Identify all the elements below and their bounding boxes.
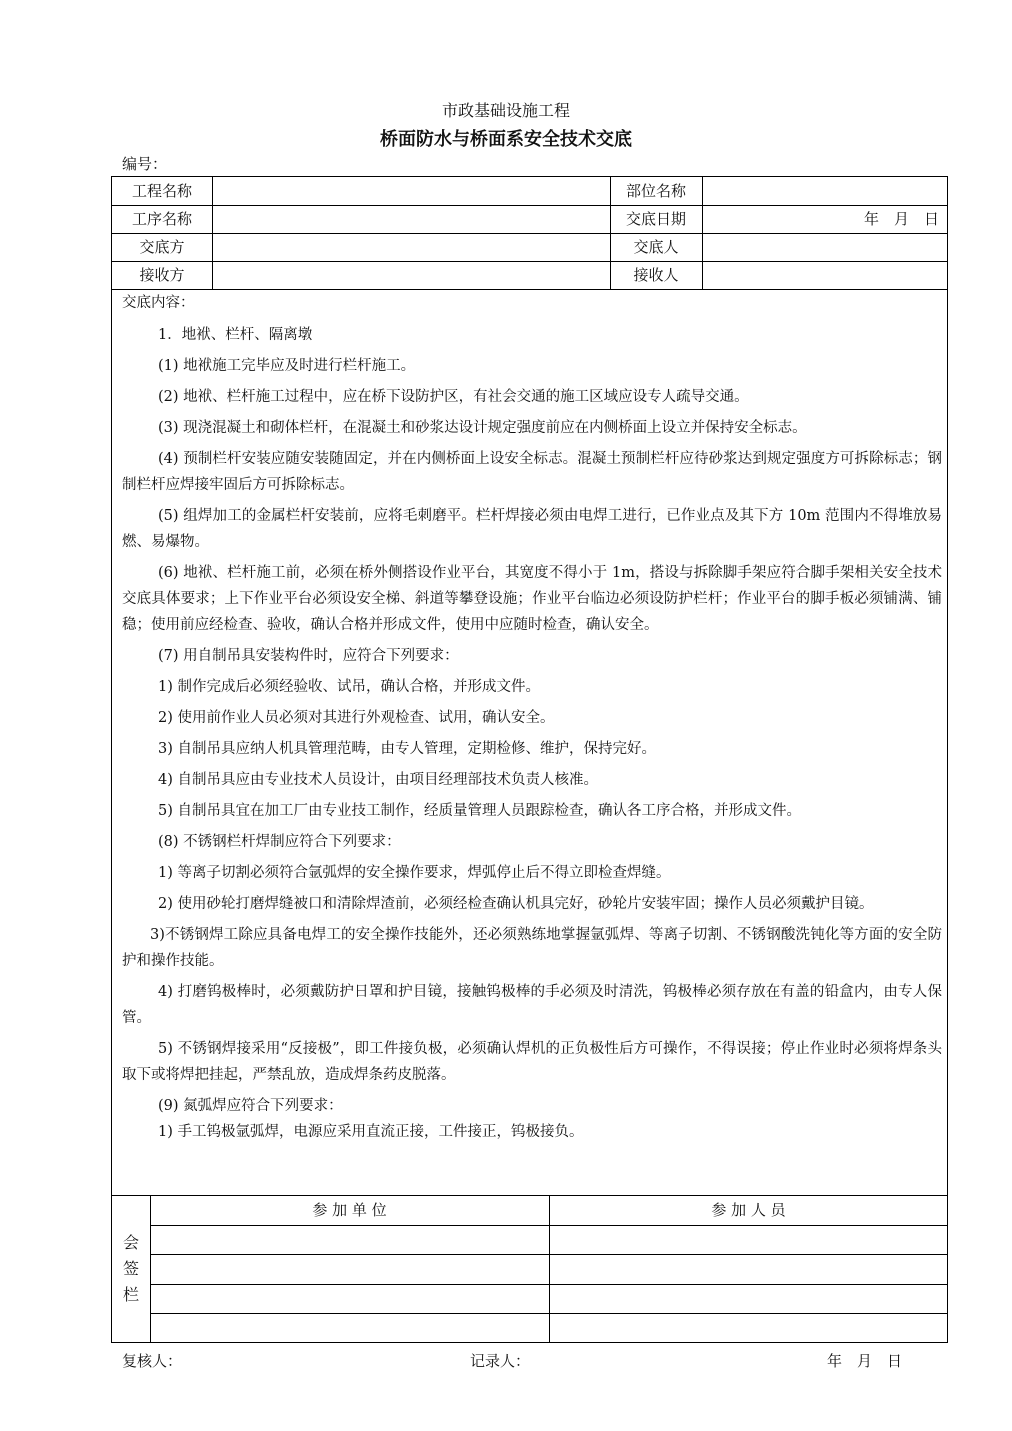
location-label: 部位名称 — [625, 182, 686, 200]
reviewer-label: 复核人： — [122, 1352, 183, 1370]
receiver-person-field[interactable] — [703, 261, 947, 289]
receiver-person-label: 接收人 — [633, 266, 679, 284]
content-paragraph: 2) 使用砂轮打磨焊缝被口和清除焊渣前，必须经检查确认机具完好，砂轮片安装牢固；操作人员必须戴护目镜。 — [158, 896, 874, 912]
content-paragraph: (6) 地袱、栏杆施工前，必须在桥外侧搭设作业平台，其宽度不得小于 1m，搭设与拆除脚手架应符合脚手架相关安全技术交底具体要求；上下作业平台必须设安全梯、斜道等攀登设施；作业平台临边必须设防护栏杆；作业平台的脚手板必须铺满、铺稳；使用前应经检查、验收，确认合格并形成文件，使用中应随时检查，确认安全。 — [122, 565, 942, 633]
location-field[interactable] — [703, 177, 947, 205]
content-paragraph: 1) 等离子切割必须符合氩弧焊的安全操作要求，焊弧停止后不得立即检查焊缝。 — [158, 865, 671, 881]
disclosure-content — [122, 290, 942, 1145]
content-paragraph: (1) 地袱施工完毕应及时进行栏杆施工。 — [158, 358, 416, 374]
footer-date: 年 月 日 — [827, 1352, 903, 1370]
content-paragraph: 5) 自制吊具宜在加工厂由专业技工制作，经质量管理人员跟踪检查，确认各工序合格，并形成文件。 — [158, 803, 801, 819]
content-paragraph: 4) 打磨钨极棒时，必须戴防护日罩和护目镜，接触钨极棒的手必须及时清洗，钨极棒必须存放在有盖的铅盒内，由专人保管。 — [122, 984, 942, 1026]
content-paragraph: 3) 自制吊具应纳人机具管理范畴，由专人管理，定期检修、维护，保持完好。 — [158, 741, 656, 757]
discloser-label: 交底方 — [139, 238, 185, 256]
process-field[interactable] — [213, 205, 610, 233]
content-paragraph: (9) 氮弧焊应符合下列要求： — [158, 1098, 343, 1114]
content-paragraph: (2) 地袱、栏杆施工过程中，应在桥下设防护区，有社会交通的施工区域应设专人疏导交通。 — [158, 389, 749, 405]
document-title: 桥面防水与桥面系安全技术交底 — [380, 129, 632, 150]
content-paragraph: (8) 不锈钢栏杆焊制应符合下列要求： — [158, 834, 401, 850]
receiver-label: 接收方 — [139, 266, 185, 284]
discloser-field[interactable] — [213, 233, 610, 261]
project-name-label: 工程名称 — [131, 182, 192, 200]
content-paragraph: (7) 用自制吊具安装构件时，应符合下列要求： — [158, 648, 459, 664]
project-name-field[interactable] — [213, 177, 610, 205]
recorder-label: 记录人： — [470, 1352, 531, 1370]
content-paragraph: (5) 组焊加工的金属栏杆安装前，应将毛刺磨平。栏杆焊接必须由电焊工进行，已作业点及其下方 10m 范围内不得堆放易燃、易爆物。 — [122, 508, 942, 550]
receiver-field[interactable] — [213, 261, 610, 289]
process-label: 工序名称 — [131, 210, 192, 228]
content-paragraph: 4) 自制吊具应由专业技术人员设计，由项目经理部技术负责人核准。 — [158, 772, 598, 788]
content-paragraph: 5) 不锈钢焊接采用“反接极”，即工件接负极，必须确认焊机的正负极性后方可操作，不得误接；停止作业时必须将焊条头取下或将焊把挂起，严禁乱放，造成焊条药皮脱落。 — [122, 1041, 942, 1083]
discloser-person-field[interactable] — [703, 233, 947, 261]
content-label: 交底内容： — [122, 295, 195, 311]
content-paragraph: 3)不锈钢焊工除应具备电焊工的安全操作技能外，还必须熟练地掌握氩弧焊、等离子切割、不锈钢酸洗钝化等方面的安全防护和操作技能。 — [122, 927, 942, 969]
date-field[interactable]: 年 月 日 — [863, 210, 939, 228]
signoff-label-char: 签 — [122, 1259, 139, 1278]
content-paragraph: 1) 制作完成后必须经验收、试吊，确认合格，并形成文件。 — [158, 679, 540, 695]
signoff-label-char: 栏 — [122, 1285, 139, 1304]
signoff-label — [113, 1230, 149, 1308]
content-paragraph: 1．地袱、栏杆、隔离墩 — [158, 327, 313, 343]
content-paragraph: (3) 现浇混凝土和砌体栏杆，在混凝土和砂浆达设计规定强度前应在内侧桥面上设立并保持安全标志。 — [158, 420, 807, 436]
number-label: 编号： — [122, 155, 168, 173]
date-label: 交底日期 — [625, 210, 686, 228]
discloser-person-label: 交底人 — [633, 238, 679, 256]
signoff-label-char: 会 — [122, 1233, 139, 1252]
content-paragraph: (4) 预制栏杆安装应随安装随固定，并在内侧桥面上设安全标志。混凝土预制栏杆应待砂浆达到规定强度方可拆除标志；钢制栏杆应焊接牢固后方可拆除标志。 — [122, 451, 942, 493]
document-subtitle: 市政基础设施工程 — [441, 101, 570, 120]
content-paragraph: 1) 手工钨极氩弧焊，电源应采用直流正接，工件接正，钨极接负。 — [158, 1124, 584, 1140]
content-paragraph: 2) 使用前作业人员必须对其进行外观检查、试用，确认安全。 — [158, 710, 555, 726]
unit-column-header: 参 加 单 位 — [312, 1201, 387, 1219]
person-column-header: 参 加 人 员 — [711, 1201, 786, 1219]
